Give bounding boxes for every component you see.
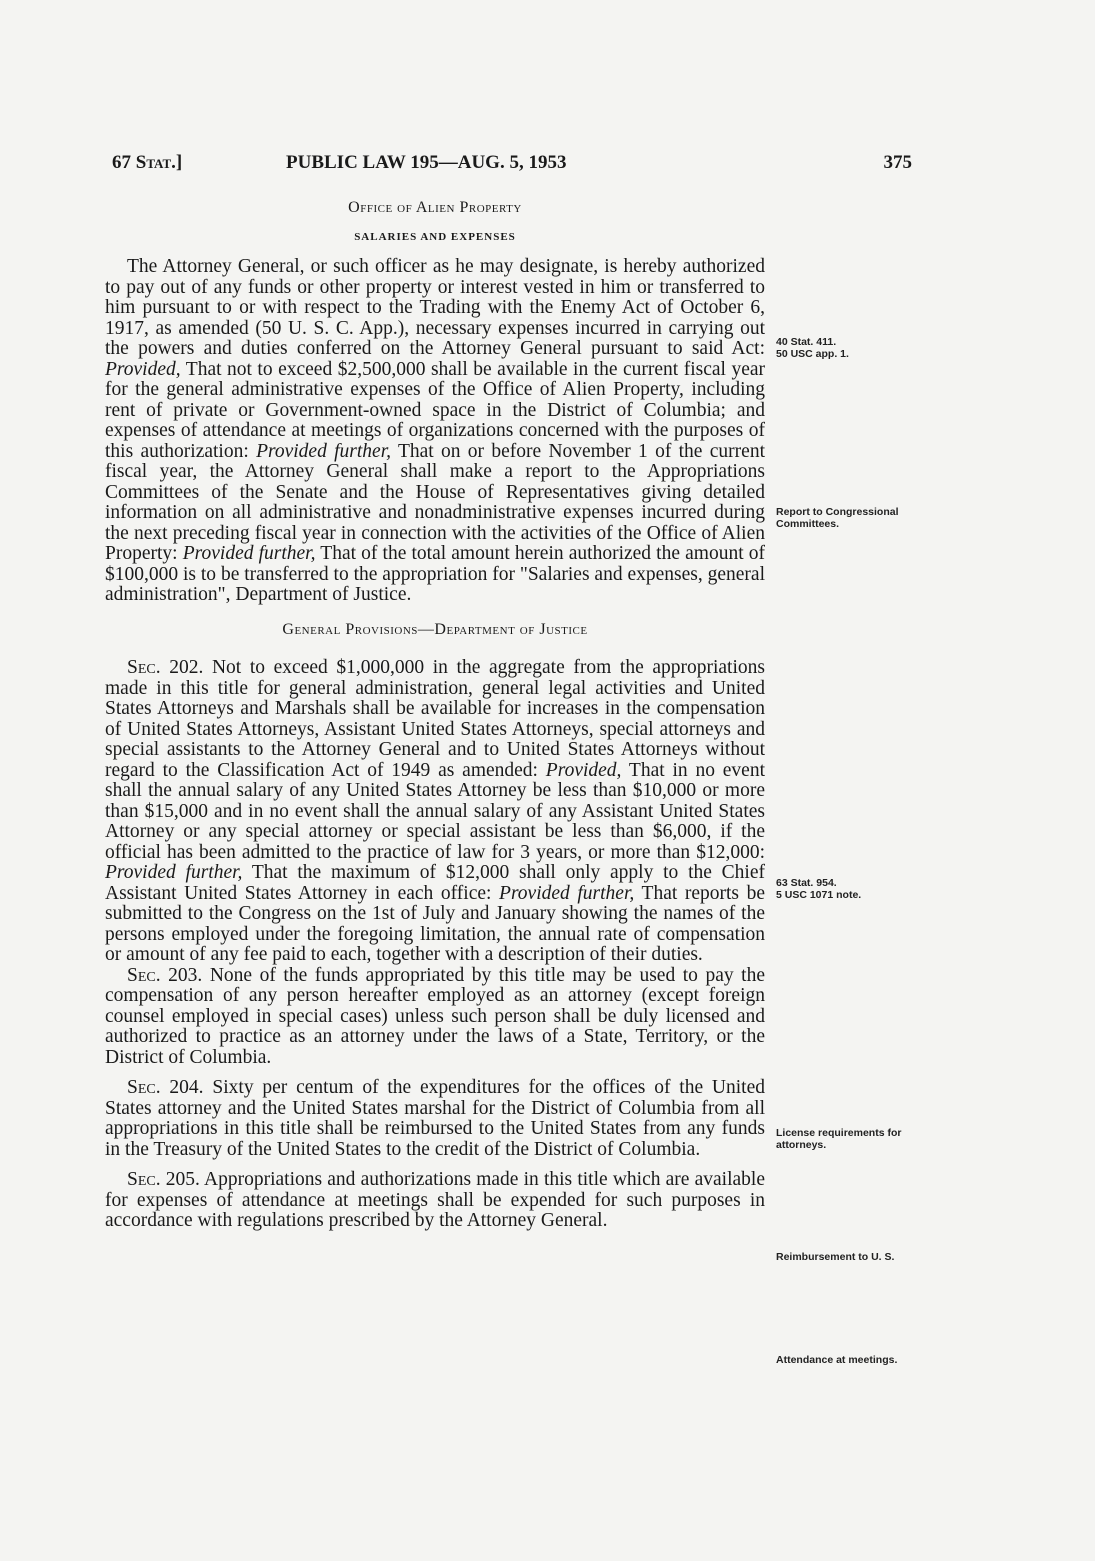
running-header — [112, 152, 912, 182]
volume-citation: 67 Stat.] — [112, 152, 183, 173]
paragraph-sec-202: Sec. 202. Not to exceed $1,000,000 in the aggregate from the appropriations made in this title for general administration, general legal activities and United States Attorneys and Marshals shall be available for increases in the compensation of United States Attorneys, Assistant United States Attorneys, special attorneys and special assistants to the Attorney General and to United States Attorneys without regard to the Classification Act of 1949 as amended: Provided, That in no event shall the annual salary of any United States Attorney be less than $10,000 or more than $15,000 and in no event shall the annual salary of any Assistant United States Attorney or any special attorney or special assistant be less than $6,000, if the official has been admitted to the practice of law for 3 years, or more than $12,000: Provided further, That the maximum of $12,000 shall only apply to the Chief Assistant United States Attorney in each office: Provided further, That reports be submitted to the Congress on the 1st of July and January showing the names of the persons employed under the foregoing limitation, the annual rate of compensation or amount of any fee paid to each, together with a description of their duties. — [105, 657, 766, 965]
main-text-column — [105, 198, 765, 1232]
margin-note-attendance: Attendance at meetings. — [776, 1354, 898, 1366]
margin-note-license: License requirements for attorneys. — [776, 1127, 902, 1151]
margin-note-63-stat: 63 Stat. 954. 5 USC 1071 note. — [776, 877, 862, 901]
paragraph-sec-205: Sec. 205. Appropriations and authorizations made in this title which are available for expenses of attendance at meetings shall be expended for such purposes in accordance with regulations prescribed by the Attorney General. — [105, 1169, 765, 1231]
section-heading-general-provisions: General Provisions—Department of Justice — [282, 620, 588, 638]
section-heading-alien-property: Office of Alien Property — [348, 199, 522, 216]
page-number: 375 — [883, 152, 912, 173]
paragraph-sec-204: Sec. 204. Sixty per centum of the expenditures for the offices of the United States attorney and the United States marshal for the District of Columbia from all appropriations in this title shall be reimbursed to the United States from any funds in the Treasury of the United States to the credit of the District of Columbia. — [105, 1077, 765, 1160]
subheading-salaries: SALARIES AND EXPENSES — [354, 230, 516, 243]
margin-note-40-stat: 40 Stat. 411. 50 USC app. 1. — [776, 336, 849, 360]
law-title: PUBLIC LAW 195—AUG. 5, 1953 — [286, 152, 567, 173]
paragraph-alien-property: The Attorney General, or such officer as he may designate, is hereby authorized to pay out of any funds or other property or interest vested in him or transferred to him pursuant to or with respect to the Trading with the Enemy Act of October 6, 1917, as amended (50 U. S. C. App.), necessary expenses incurred in carrying out the powers and duties conferred on the Attorney General pursuant to said Act: Provided, That not to exceed $2,500,000 shall be available in the current fiscal year for the general administrative expenses of the Office of Alien Property, including rent of private or Government-owned space in the District of Columbia; and expenses of attendance at meetings of organizations concerned with the purposes of this authorization: Provided further, That on or before November 1 of the current fiscal year, the Attorney General shall make a report to the Appropriations Committees of the Senate and the House of Representatives giving detailed information on all administrative and nonadministrative expenses incurred during the next preceding fiscal year in connection with the activities of the Office of Alien Property: Provided further, That of the total amount herein authorized the amount of $100,000 is to be transferred to the appropriation for "Salaries and expenses, general administration", Department of Justice. — [105, 256, 766, 605]
paragraph-sec-203: Sec. 203. None of the funds appropriated by this title may be used to pay the compensation of any person hereafter employed as an attorney (except foreign counsel employed in special cases) unless such person shall be duly licensed and authorized to practice as an attorney under the laws of a State, Territory, or the District of Columbia. — [105, 964, 765, 1068]
margin-note-reimbursement: Reimbursement to U. S. — [776, 1251, 895, 1263]
margin-note-report-committees: Report to Congressional Committees. — [776, 506, 899, 530]
